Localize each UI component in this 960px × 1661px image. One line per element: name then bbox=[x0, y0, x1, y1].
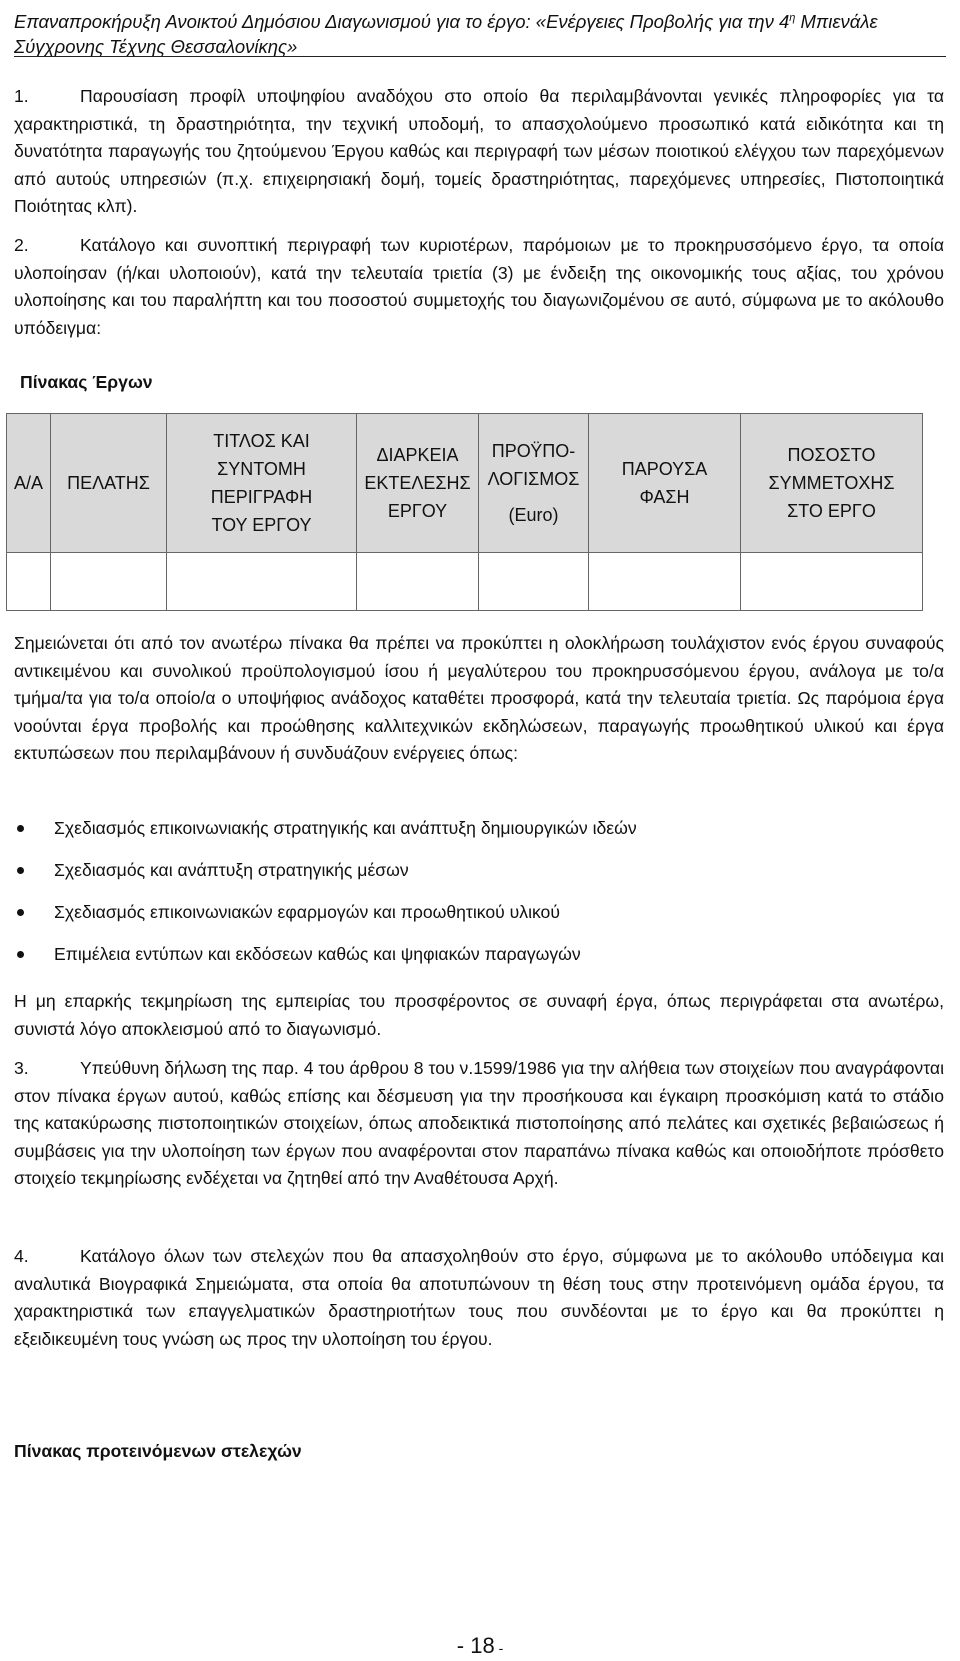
list-item: Επιμέλεια εντύπων και εκδόσεων καθώς και ψηφιακών παραγωγών bbox=[14, 941, 944, 983]
list-item: Σχεδιασμός επικοινωνιακής στρατηγικής και ανάπτυξη δημιουργικών ιδεών bbox=[14, 815, 944, 857]
item-text: Παρουσίαση προφίλ υποψηφίου αναδόχου στο οποίο θα περιλαμβάνονται γενικές πληροφορίες για τα χαρακτηριστικά, τη δραστηριότητα, την τεχνική υποδομή, το απασχολούμενο προσωπικό κατά ειδικότητα και τη δυνατότητα παραγωγής του ζητούμενου Έργου καθώς και περιγραφή των μέσων ποιοτικού ελέγχου των παρεχόμενων από αυτούς υπηρεσιών (π.χ. επιχειρησιακή δομή, τομείς δραστηριότητας, παρεχόμενες υπηρεσίες, Πιστοποιητικά Ποιότητας κλπ). bbox=[14, 86, 944, 216]
bullet-list bbox=[14, 815, 944, 983]
table-cell bbox=[167, 553, 357, 611]
header-cell-aa: Α/Α bbox=[7, 414, 51, 553]
item-number: 2. bbox=[14, 235, 29, 255]
item-text: Υπεύθυνη δήλωση της παρ. 4 του άρθρου 8 του ν.1599/1986 για την αλήθεια των στοιχείων που αναγράφονται στον πίνακα έργων αυτού, καθώς επίσης και δέσμευση για την προσήκουσα και έγκαιρη προσκόμιση κατά το στάδιο της κατακύρωσης πιστοποιητικών στοιχείων, όπως αποδεικτικά πιστοποίησης από πελάτες και σχετικές βεβαιώσεως ή συμβάσεις για την υλοποίηση των έργων που αναφέρονται στον παραπάνω πίνακα καθώς και οποιοδήποτε πρόσθετο στοιχείο τεκμηρίωσης ενδέχεται να ζητηθεί από την Αναθέτουσα Αρχή. bbox=[14, 1058, 944, 1188]
item-number: 1. bbox=[14, 86, 29, 106]
list-item: Σχεδιασμός επικοινωνιακών εφαρμογών και προωθητικού υλικού bbox=[14, 899, 944, 941]
works-table-header-row bbox=[7, 414, 923, 553]
bullet-icon bbox=[17, 867, 24, 874]
table-cell bbox=[357, 553, 479, 611]
header-cell-percentage: ΠΟΣΟΣΤΟ ΣΥΜΜΕΤΟΧΗΣ ΣΤΟ ΕΡΓΟ bbox=[741, 414, 923, 553]
header-cell-title: ΤΙΤΛΟΣ ΚΑΙ ΣΥΝΤΟΜΗ ΠΕΡΙΓΡΑΦΗ ΤΟΥ ΕΡΓΟΥ bbox=[167, 414, 357, 553]
bullet-icon bbox=[17, 951, 24, 958]
header-superscript: η bbox=[789, 12, 796, 24]
table-row bbox=[7, 553, 923, 611]
header-divider bbox=[14, 56, 946, 57]
item-number: 4. bbox=[14, 1246, 29, 1266]
table-cell bbox=[7, 553, 51, 611]
bullet-icon bbox=[17, 825, 24, 832]
table-cell bbox=[589, 553, 741, 611]
header-cell-budget: ΠΡΟΫΠΟ- ΛΟΓΙΣΜΟΣ (Euro) bbox=[479, 414, 589, 553]
header-cell-client: ΠΕΛΑΤΗΣ bbox=[51, 414, 167, 553]
table-cell bbox=[51, 553, 167, 611]
page-number: - 18 - bbox=[456, 1633, 504, 1658]
table-cell bbox=[479, 553, 589, 611]
list-item: Σχεδιασμός και ανάπτυξη στρατηγικής μέσων bbox=[14, 857, 944, 899]
header-cell-phase: ΠΑΡΟΥΣΑ ΦΑΣΗ bbox=[589, 414, 741, 553]
staff-table-title: Πίνακας προτεινόμενων στελεχών bbox=[14, 1441, 302, 1461]
item-4 bbox=[14, 1243, 944, 1353]
item-1 bbox=[14, 83, 944, 221]
note-paragraph: Σημειώνεται ότι από τον ανωτέρω πίνακα θα πρέπει να προκύπτει η ολοκλήρωση τουλάχιστον ενός έργου συναφούς αντικειμένου και συνολικού προϋπολογισμού ίσου ή μεγαλύτερου του προκηρυσσόμενου έργου, ανάλογα με το/α τμήμα/τα για το/α οποίο/α ο υποψήφιος ανάδοχος καταθέτει προσφορά, κατά την τελευταία τριετία. Ως παρόμοια έργα νοούνται έργα προβολής και προώθησης καλλιτεχνικών εκδηλώσεων, παραγωγής προωθητικού υλικού και έργα εκτυπώσεων που περιλαμβάνουν ή συνδυάζουν ενέργειες όπως: bbox=[14, 633, 944, 763]
item-text: Κατάλογο όλων των στελεχών που θα απασχοληθούν στο έργο, σύμφωνα με το ακόλουθο υπόδειγμα και αναλυτικά Βιογραφικά Σημειώματα, στα οποία θα αποτυπώνουν τη θέση τους στην προτεινόμενη ομάδα έργου, τα χαρακτηριστικά των επαγγελματικών δραστηριοτήτων τους που συνδέονται με το έργο και θα προκύπτει η εξειδικευμένη τους γνώση ως προς την υλοποίηση του έργου. bbox=[14, 1246, 944, 1349]
item-2 bbox=[14, 232, 944, 342]
header-line-1: Επαναπροκήρυξη Ανοικτού Δημόσιου Διαγωνισμού για το έργο: «Ενέργειες Προβολής για την $4^\eta$ Μπιενάλε bbox=[14, 11, 878, 33]
works-table-title: Πίνακας Έργων bbox=[20, 372, 153, 392]
item-text: Κατάλογο και συνοπτική περιγραφή των κυριοτέρων, παρόμοιων με το προκηρυσσόμενο έργο, τα οποία υλοποίησαν (ή/και υλοποιούν), κατά την τελευταία τριετία (3) με ένδειξη της οικονομικής τους αξίας, του χρόνου υλοποίησης και του παραλήπτη και του ποσοστού συμμετοχής του διαγωνιζομένου σε αυτό, σύμφωνα με το ακόλουθο υπόδειγμα: bbox=[14, 235, 944, 338]
item-3 bbox=[14, 1055, 944, 1193]
item-number: 3. bbox=[14, 1058, 29, 1078]
works-table bbox=[6, 413, 923, 611]
bullet-icon bbox=[17, 909, 24, 916]
header-line-2: Σύγχρονης Τέχνης Θεσσαλονίκης» bbox=[14, 36, 298, 58]
exclusion-paragraph: Η μη επαρκής τεκμηρίωση της εμπειρίας του προσφέροντος σε συναφή έργα, όπως περιγράφεται στα ανωτέρω, συνιστά λόγο αποκλεισμού από το διαγωνισμό. bbox=[14, 991, 944, 1039]
document-header bbox=[14, 6, 944, 59]
table-cell bbox=[741, 553, 923, 611]
header-cell-duration: ΔΙΑΡΚΕΙΑ ΕΚΤΕΛΕΣΗΣ ΕΡΓΟΥ bbox=[357, 414, 479, 553]
